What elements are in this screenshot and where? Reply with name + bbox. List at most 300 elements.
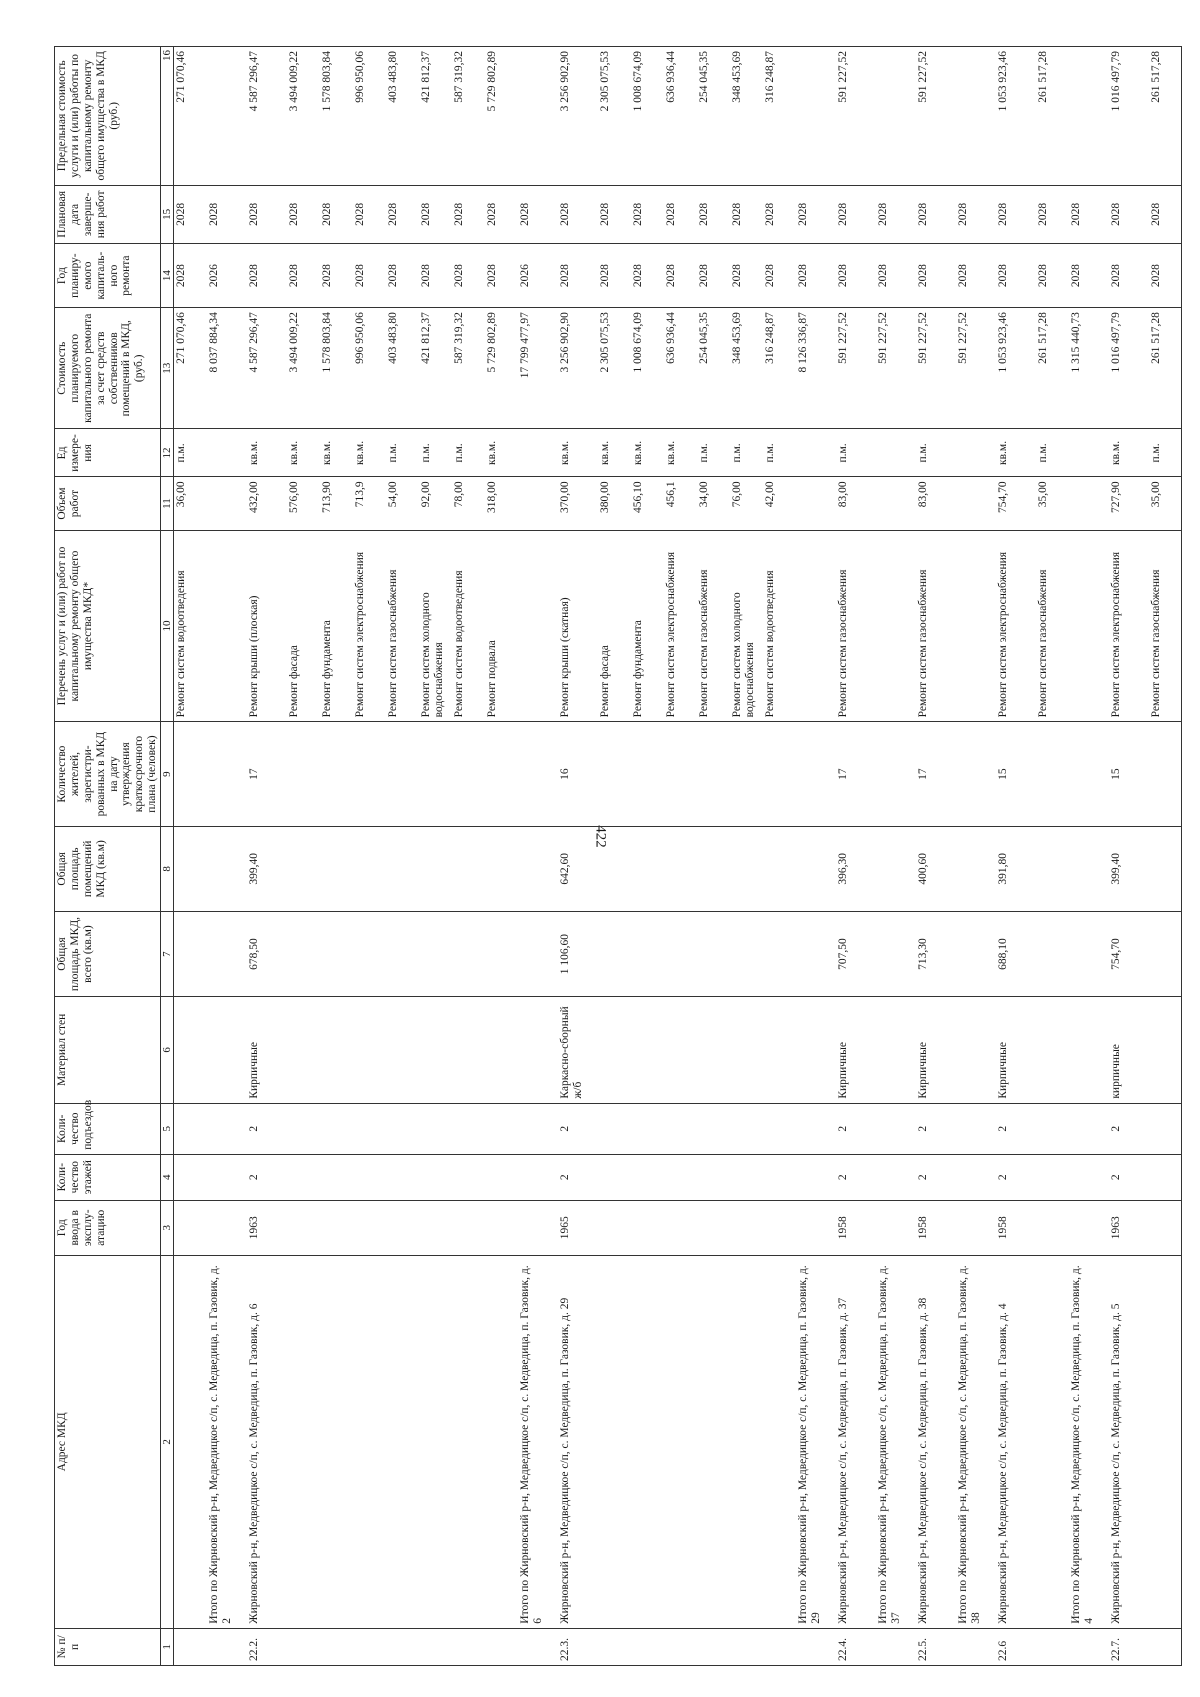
table-cell-col-15: 2028 xyxy=(956,185,996,244)
table-cell-col-5 xyxy=(518,1103,558,1154)
table-cell-col-7: 678,50 xyxy=(247,911,287,996)
table-cell-col-4 xyxy=(353,1154,386,1200)
table-cell-col-15: 2028 xyxy=(174,185,207,244)
table-cell-col-2 xyxy=(419,1255,452,1628)
table-cell-col-16: 1 053 923,46 xyxy=(996,47,1036,186)
table-cell-col-9 xyxy=(1069,722,1109,826)
table-cell-col-8: 396,30 xyxy=(836,826,876,911)
table-cell-col-1 xyxy=(796,1628,836,1665)
table-cell-col-7 xyxy=(320,911,353,996)
table-cell-col-12: кв.м. xyxy=(1109,429,1149,477)
table-cell-col-15: 2028 xyxy=(485,185,518,244)
table-cell-col-6 xyxy=(664,997,697,1104)
table-cell-col-6 xyxy=(876,997,916,1104)
table-cell-col-5 xyxy=(956,1103,996,1154)
table-cell-col-6: кирпичные xyxy=(1109,997,1149,1104)
table-cell-col-2 xyxy=(174,1255,207,1628)
table-cell-col-11: 713,9 xyxy=(353,477,386,530)
table-row xyxy=(763,47,796,1666)
table-cell-col-12: кв.м. xyxy=(320,429,353,477)
table-cell-col-4 xyxy=(207,1154,247,1200)
table-cell-col-4 xyxy=(796,1154,836,1200)
table-cell-col-9 xyxy=(386,722,419,826)
table-row xyxy=(419,47,452,1666)
header-col-8: Общая площадь помещений МКД (кв.м) xyxy=(55,826,161,911)
table-cell-col-6 xyxy=(1069,997,1109,1104)
table-cell-col-9 xyxy=(419,722,452,826)
table-row xyxy=(287,47,320,1666)
table-cell-col-6: Каркасно-сборный ж/б xyxy=(558,997,598,1104)
table-cell-col-5 xyxy=(386,1103,419,1154)
table-row xyxy=(558,47,598,1666)
table-cell-col-11 xyxy=(956,477,996,530)
table-cell-col-11: 42,00 xyxy=(763,477,796,530)
table-cell-col-14: 2028 xyxy=(631,244,664,308)
table-cell-col-4 xyxy=(631,1154,664,1200)
table-row xyxy=(452,47,485,1666)
table-cell-col-8 xyxy=(697,826,730,911)
table-cell-col-12: кв.м. xyxy=(996,429,1036,477)
table-cell-col-5: 2 xyxy=(247,1103,287,1154)
table-cell-col-5: 2 xyxy=(996,1103,1036,1154)
table-cell-col-3 xyxy=(956,1200,996,1255)
table-cell-col-13: 254 045,35 xyxy=(697,308,730,429)
table-cell-col-12: кв.м. xyxy=(664,429,697,477)
table-cell-col-3 xyxy=(452,1200,485,1255)
table-cell-col-15: 2028 xyxy=(320,185,353,244)
table-cell-col-6: Кирпичные xyxy=(247,997,287,1104)
header-col-15: Плановая дата заверше-ния работ xyxy=(55,185,161,244)
table-cell-col-14: 2028 xyxy=(386,244,419,308)
table-cell-col-14: 2028 xyxy=(1149,244,1182,308)
table-cell-col-14: 2028 xyxy=(796,244,836,308)
table-cell-col-6 xyxy=(956,997,996,1104)
table-cell-col-2: Итого по Жирновский р-н, Медведицкое с/п, с. Медведица, п. Газовик, д. 2 xyxy=(207,1255,247,1628)
table-cell-col-2 xyxy=(287,1255,320,1628)
table-cell-col-11: 35,00 xyxy=(1036,477,1069,530)
table-cell-col-4 xyxy=(485,1154,518,1200)
table-cell-col-13: 17 799 477,97 xyxy=(518,308,558,429)
table-cell-col-3 xyxy=(419,1200,452,1255)
table-cell-col-3 xyxy=(207,1200,247,1255)
header-col-9: Количество жителей, зарегистри-рованных в МКД на дату утверждения краткосрочного плана (человек) xyxy=(55,722,161,826)
table-cell-col-2 xyxy=(697,1255,730,1628)
table-cell-col-13: 996 950,06 xyxy=(353,308,386,429)
table-cell-col-8 xyxy=(631,826,664,911)
table-cell-col-9 xyxy=(1149,722,1182,826)
table-cell-col-16: 591 227,52 xyxy=(916,47,956,186)
table-cell-col-3 xyxy=(1069,1200,1109,1255)
table-cell-col-16 xyxy=(207,47,247,186)
table-cell-col-2: Итого по Жирновский р-н, Медведицкое с/п, с. Медведица, п. Газовик, д. 37 xyxy=(876,1255,916,1628)
table-cell-col-5 xyxy=(452,1103,485,1154)
table-cell-col-2: Итого по Жирновский р-н, Медведицкое с/п, с. Медведица, п. Газовик, д. 29 xyxy=(796,1255,836,1628)
table-cell-col-6 xyxy=(796,997,836,1104)
table-cell-col-4 xyxy=(419,1154,452,1200)
table-cell-col-12: кв.м. xyxy=(485,429,518,477)
table-cell-col-7 xyxy=(763,911,796,996)
table-body xyxy=(174,47,1182,1666)
table-cell-col-4 xyxy=(320,1154,353,1200)
table-cell-col-8 xyxy=(353,826,386,911)
table-cell-col-15: 2028 xyxy=(1069,185,1109,244)
table-cell-col-8 xyxy=(386,826,419,911)
table-cell-col-2 xyxy=(320,1255,353,1628)
table-cell-col-3 xyxy=(287,1200,320,1255)
table-cell-col-14: 2028 xyxy=(836,244,876,308)
table-cell-col-8: 391,80 xyxy=(996,826,1036,911)
table-cell-col-9 xyxy=(664,722,697,826)
table-cell-col-4 xyxy=(664,1154,697,1200)
table-cell-col-9: 15 xyxy=(1109,722,1149,826)
table-cell-col-16: 591 227,52 xyxy=(836,47,876,186)
table-cell-col-7 xyxy=(485,911,518,996)
table-cell-col-7 xyxy=(664,911,697,996)
table-cell-col-11: 713,90 xyxy=(320,477,353,530)
table-cell-col-9 xyxy=(763,722,796,826)
table-cell-col-1 xyxy=(320,1628,353,1665)
table-cell-col-6: Кирпичные xyxy=(996,997,1036,1104)
table-cell-col-12: п.м. xyxy=(1149,429,1182,477)
table-cell-col-12: п.м. xyxy=(836,429,876,477)
table-cell-col-5 xyxy=(796,1103,836,1154)
table-cell-col-5 xyxy=(207,1103,247,1154)
header-col-3: Год ввода в эксплу-атацию xyxy=(55,1200,161,1255)
col-number-14: 14 xyxy=(161,244,174,308)
table-cell-col-6 xyxy=(763,997,796,1104)
table-cell-col-10: Ремонт систем водоотведения xyxy=(174,530,207,722)
table-cell-col-10: Ремонт фундамента xyxy=(631,530,664,722)
table-row xyxy=(956,47,996,1666)
table-cell-col-11: 432,00 xyxy=(247,477,287,530)
table-cell-col-11: 54,00 xyxy=(386,477,419,530)
table-cell-col-13: 3 256 902,90 xyxy=(558,308,598,429)
table-cell-col-6 xyxy=(598,997,631,1104)
table-cell-col-12: п.м. xyxy=(763,429,796,477)
table-cell-col-15: 2028 xyxy=(518,185,558,244)
table-cell-col-4 xyxy=(763,1154,796,1200)
table-cell-col-1: 22.6 xyxy=(996,1628,1036,1665)
table-cell-col-8 xyxy=(207,826,247,911)
table-row xyxy=(1149,47,1182,1666)
col-number-16: 16 xyxy=(161,47,174,186)
table-cell-col-8 xyxy=(1149,826,1182,911)
table-cell-col-2 xyxy=(598,1255,631,1628)
table-row xyxy=(320,47,353,1666)
table-cell-col-4: 2 xyxy=(247,1154,287,1200)
table-cell-col-11 xyxy=(518,477,558,530)
table-cell-col-5 xyxy=(320,1103,353,1154)
table-cell-col-12 xyxy=(518,429,558,477)
table-cell-col-8: 642,60 xyxy=(558,826,598,911)
table-cell-col-9 xyxy=(353,722,386,826)
page-number: 422 xyxy=(592,825,609,848)
table-cell-col-7 xyxy=(697,911,730,996)
table-cell-col-16 xyxy=(876,47,916,186)
table-cell-col-8 xyxy=(598,826,631,911)
table-cell-col-5 xyxy=(174,1103,207,1154)
table-cell-col-1 xyxy=(631,1628,664,1665)
table-cell-col-15: 2028 xyxy=(287,185,320,244)
header-col-1: № п/п xyxy=(55,1628,161,1665)
table-cell-col-4: 2 xyxy=(558,1154,598,1200)
table-cell-col-6 xyxy=(353,997,386,1104)
table-cell-col-1 xyxy=(518,1628,558,1665)
table-cell-col-3 xyxy=(876,1200,916,1255)
table-cell-col-1 xyxy=(452,1628,485,1665)
table-cell-col-7 xyxy=(631,911,664,996)
table-cell-col-13: 1 008 674,09 xyxy=(631,308,664,429)
table-cell-col-16: 261 517,28 xyxy=(1149,47,1182,186)
table-cell-col-11: 78,00 xyxy=(452,477,485,530)
table-cell-col-10: Ремонт фасада xyxy=(287,530,320,722)
table-cell-col-1 xyxy=(174,1628,207,1665)
table-cell-col-14: 2028 xyxy=(956,244,996,308)
table-cell-col-4 xyxy=(956,1154,996,1200)
col-number-10: 10 xyxy=(161,530,174,722)
table-row xyxy=(174,47,207,1666)
table-cell-col-3 xyxy=(1036,1200,1069,1255)
table-cell-col-8 xyxy=(287,826,320,911)
table-cell-col-1: 22.7. xyxy=(1109,1628,1149,1665)
table-cell-col-16: 3 256 902,90 xyxy=(558,47,598,186)
table-cell-col-10: Ремонт систем водоотведения xyxy=(763,530,796,722)
table-cell-col-9 xyxy=(631,722,664,826)
col-number-7: 7 xyxy=(161,911,174,996)
table-cell-col-13: 5 729 802,89 xyxy=(485,308,518,429)
table-cell-col-9 xyxy=(320,722,353,826)
table-cell-col-13: 261 517,28 xyxy=(1149,308,1182,429)
table-cell-col-10: Ремонт систем газоснабжения xyxy=(1036,530,1069,722)
table-cell-col-1 xyxy=(598,1628,631,1665)
table-cell-col-1: 22.5. xyxy=(916,1628,956,1665)
table-row xyxy=(1069,47,1109,1666)
table-cell-col-3 xyxy=(796,1200,836,1255)
table-cell-col-6: Кирпичные xyxy=(836,997,876,1104)
table-cell-col-1: 22.2. xyxy=(247,1628,287,1665)
table-cell-col-14: 2028 xyxy=(697,244,730,308)
table-cell-col-12: кв.м. xyxy=(353,429,386,477)
table-cell-col-12: п.м. xyxy=(174,429,207,477)
table-cell-col-16: 316 248,87 xyxy=(763,47,796,186)
table-cell-col-13: 316 248,87 xyxy=(763,308,796,429)
table-cell-col-7 xyxy=(1069,911,1109,996)
table-cell-col-1 xyxy=(287,1628,320,1665)
table-cell-col-15: 2028 xyxy=(631,185,664,244)
table-cell-col-14: 2028 xyxy=(1036,244,1069,308)
table-cell-col-14: 2028 xyxy=(763,244,796,308)
table-cell-col-7 xyxy=(174,911,207,996)
table-cell-col-10: Ремонт систем газоснабжения xyxy=(1149,530,1182,722)
table-cell-col-2: Жирновский р-н, Медведицкое с/п, с. Медведица, п. Газовик, д. 29 xyxy=(558,1255,598,1628)
col-number-13: 13 xyxy=(161,308,174,429)
table-cell-col-3: 1965 xyxy=(558,1200,598,1255)
table-cell-col-14: 2028 xyxy=(419,244,452,308)
table-cell-col-9 xyxy=(697,722,730,826)
table-row xyxy=(796,47,836,1666)
table-cell-col-4 xyxy=(287,1154,320,1200)
col-number-1: 1 xyxy=(161,1628,174,1665)
table-cell-col-8 xyxy=(1036,826,1069,911)
header-col-10: Перечень услуг и (или) работ по капитальному ремонту общего имущества МКД* xyxy=(55,530,161,722)
table-cell-col-16: 254 045,35 xyxy=(697,47,730,186)
table-cell-col-9: 17 xyxy=(247,722,287,826)
header-row xyxy=(55,47,161,1666)
table-cell-col-3 xyxy=(518,1200,558,1255)
table-cell-col-2 xyxy=(353,1255,386,1628)
table-cell-col-1 xyxy=(730,1628,763,1665)
table-cell-col-13: 1 016 497,79 xyxy=(1109,308,1149,429)
table-cell-col-12: кв.м. xyxy=(558,429,598,477)
table-cell-col-16: 1 016 497,79 xyxy=(1109,47,1149,186)
table-cell-col-5 xyxy=(631,1103,664,1154)
table-cell-col-2: Жирновский р-н, Медведицкое с/п, с. Медведица, п. Газовик, д. 4 xyxy=(996,1255,1036,1628)
table-cell-col-8 xyxy=(763,826,796,911)
table-cell-col-13: 2 305 075,53 xyxy=(598,308,631,429)
table-cell-col-7 xyxy=(956,911,996,996)
column-number-row xyxy=(161,47,174,1666)
table-cell-col-11: 35,00 xyxy=(1149,477,1182,530)
table-cell-col-3: 1958 xyxy=(916,1200,956,1255)
table-row xyxy=(876,47,916,1666)
table-cell-col-1 xyxy=(485,1628,518,1665)
table-cell-col-14: 2028 xyxy=(320,244,353,308)
table-cell-col-3 xyxy=(485,1200,518,1255)
table-cell-col-12: кв.м. xyxy=(631,429,664,477)
table-cell-col-13: 591 227,52 xyxy=(916,308,956,429)
table-cell-col-7: 713,30 xyxy=(916,911,956,996)
table-cell-col-6: Кирпичные xyxy=(916,997,956,1104)
table-cell-col-7 xyxy=(1149,911,1182,996)
table-cell-col-4 xyxy=(876,1154,916,1200)
table-cell-col-6 xyxy=(1149,997,1182,1104)
table-cell-col-4: 2 xyxy=(916,1154,956,1200)
table-cell-col-4 xyxy=(452,1154,485,1200)
header-col-6: Материал стен xyxy=(55,997,161,1104)
table-cell-col-13: 587 319,32 xyxy=(452,308,485,429)
table-cell-col-2 xyxy=(452,1255,485,1628)
table-cell-col-11: 92,00 xyxy=(419,477,452,530)
table-cell-col-12 xyxy=(956,429,996,477)
table-cell-col-14: 2028 xyxy=(876,244,916,308)
table-cell-col-13: 8 126 336,87 xyxy=(796,308,836,429)
table-row xyxy=(598,47,631,1666)
table-cell-col-16 xyxy=(518,47,558,186)
table-cell-col-2 xyxy=(1149,1255,1182,1628)
table-cell-col-15: 2028 xyxy=(730,185,763,244)
table-cell-col-16: 1 008 674,09 xyxy=(631,47,664,186)
table-cell-col-10: Ремонт крыши (скатная) xyxy=(558,530,598,722)
table-cell-col-1 xyxy=(419,1628,452,1665)
table-cell-col-2: Итого по Жирновский р-н, Медведицкое с/п, с. Медведица, п. Газовик, д. 38 xyxy=(956,1255,996,1628)
col-number-3: 3 xyxy=(161,1200,174,1255)
table-cell-col-4 xyxy=(730,1154,763,1200)
table-cell-col-13: 8 037 884,34 xyxy=(207,308,247,429)
table-cell-col-3 xyxy=(1149,1200,1182,1255)
table-cell-col-8 xyxy=(485,826,518,911)
table-cell-col-16: 403 483,80 xyxy=(386,47,419,186)
table-cell-col-10 xyxy=(876,530,916,722)
table-cell-col-10: Ремонт систем холодного водоснабжения xyxy=(730,530,763,722)
table-cell-col-3: 1963 xyxy=(1109,1200,1149,1255)
table-cell-col-8 xyxy=(452,826,485,911)
table-cell-col-16: 3 494 009,22 xyxy=(287,47,320,186)
table-cell-col-4 xyxy=(1069,1154,1109,1200)
table-cell-col-2: Жирновский р-н, Медведицкое с/п, с. Медведица, п. Газовик, д. 5 xyxy=(1109,1255,1149,1628)
header-col-14: Год планиру-емого капиталь-ного ремонта xyxy=(55,244,161,308)
table-cell-col-4 xyxy=(1036,1154,1069,1200)
table-cell-col-5 xyxy=(1036,1103,1069,1154)
table-cell-col-13: 1 315 440,73 xyxy=(1069,308,1109,429)
table-cell-col-9 xyxy=(730,722,763,826)
table-cell-col-3 xyxy=(386,1200,419,1255)
table-cell-col-11: 36,00 xyxy=(174,477,207,530)
table-cell-col-6 xyxy=(174,997,207,1104)
table-row xyxy=(1109,47,1149,1666)
col-number-12: 12 xyxy=(161,429,174,477)
table-cell-col-8 xyxy=(796,826,836,911)
table-cell-col-14: 2028 xyxy=(664,244,697,308)
table-cell-col-11: 754,70 xyxy=(996,477,1036,530)
table-cell-col-10: Ремонт систем газоснабжения xyxy=(916,530,956,722)
table-cell-col-2 xyxy=(386,1255,419,1628)
table-cell-col-10: Ремонт систем водоотведения xyxy=(452,530,485,722)
table-cell-col-1 xyxy=(207,1628,247,1665)
table-cell-col-12: п.м. xyxy=(916,429,956,477)
table-cell-col-10 xyxy=(956,530,996,722)
header-col-16: Предельная стоимость услуги и (или) работы по капитальному ремонту общего имущества в МКД (руб.) xyxy=(55,47,161,186)
table-cell-col-5: 2 xyxy=(836,1103,876,1154)
capital-repair-plan-table xyxy=(54,46,1182,1666)
table-cell-col-13: 271 070,46 xyxy=(174,308,207,429)
table-cell-col-13: 421 812,37 xyxy=(419,308,452,429)
table-cell-col-14: 2028 xyxy=(353,244,386,308)
table-cell-col-2 xyxy=(730,1255,763,1628)
table-cell-col-13: 348 453,69 xyxy=(730,308,763,429)
table-cell-col-14: 2028 xyxy=(247,244,287,308)
table-cell-col-10 xyxy=(1069,530,1109,722)
table-cell-col-4 xyxy=(598,1154,631,1200)
table-cell-col-4: 2 xyxy=(836,1154,876,1200)
table-cell-col-3: 1958 xyxy=(996,1200,1036,1255)
table-cell-col-14: 2026 xyxy=(207,244,247,308)
table-cell-col-12: п.м. xyxy=(452,429,485,477)
table-cell-col-1 xyxy=(1069,1628,1109,1665)
table-cell-col-5: 2 xyxy=(558,1103,598,1154)
table-cell-col-10: Ремонт подвала xyxy=(485,530,518,722)
table-cell-col-4: 2 xyxy=(1109,1154,1149,1200)
table-cell-col-5 xyxy=(876,1103,916,1154)
col-number-6: 6 xyxy=(161,997,174,1104)
table-cell-col-5 xyxy=(353,1103,386,1154)
table-cell-col-15: 2028 xyxy=(916,185,956,244)
table-cell-col-8 xyxy=(419,826,452,911)
table-cell-col-3 xyxy=(664,1200,697,1255)
table-cell-col-4 xyxy=(697,1154,730,1200)
header-col-4: Коли-чество этажей xyxy=(55,1154,161,1200)
table-cell-col-13: 4 587 296,47 xyxy=(247,308,287,429)
table-cell-col-6 xyxy=(1036,997,1069,1104)
table-cell-col-10 xyxy=(207,530,247,722)
table-cell-col-3 xyxy=(353,1200,386,1255)
table-cell-col-3 xyxy=(598,1200,631,1255)
table-row xyxy=(485,47,518,1666)
table-cell-col-9 xyxy=(876,722,916,826)
table-cell-col-11: 83,00 xyxy=(916,477,956,530)
table-cell-col-2: Жирновский р-н, Медведицкое с/п, с. Медведица, п. Газовик, д. 38 xyxy=(916,1255,956,1628)
table-cell-col-3: 1958 xyxy=(836,1200,876,1255)
table-cell-col-11 xyxy=(796,477,836,530)
